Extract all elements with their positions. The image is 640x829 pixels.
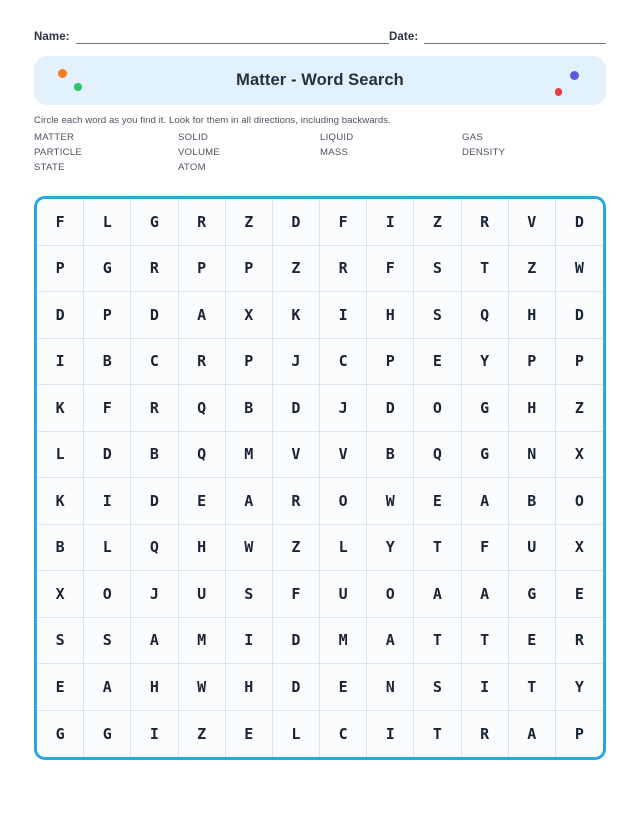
date-label: Date: — [389, 31, 419, 43]
grid-cell-r9-c9[interactable]: A — [414, 571, 461, 618]
grid-cell-r3-c11[interactable]: H — [509, 292, 556, 339]
grid-cell-r4-c6[interactable]: J — [273, 339, 320, 386]
grid-cell-r4-c12[interactable]: P — [556, 339, 603, 386]
grid-cell-r7-c6[interactable]: R — [273, 478, 320, 525]
grid-cell-r7-c5[interactable]: A — [226, 478, 273, 525]
grid-cell-r7-c1[interactable]: K — [37, 478, 84, 525]
grid-cell-r11-c6[interactable]: D — [273, 664, 320, 711]
grid-cell-r6-c9[interactable]: Q — [414, 432, 461, 479]
grid-cell-r11-c9[interactable]: S — [414, 664, 461, 711]
grid-cell-r10-c10[interactable]: T — [462, 618, 509, 665]
grid-cell-r7-c3[interactable]: D — [131, 478, 178, 525]
grid-cell-r3-c2[interactable]: P — [84, 292, 131, 339]
grid-cell-r11-c8[interactable]: N — [367, 664, 414, 711]
grid-cell-r8-c2[interactable]: L — [84, 525, 131, 572]
grid-cell-r1-c1[interactable]: F — [37, 199, 84, 246]
grid-cell-r6-c3[interactable]: B — [131, 432, 178, 479]
grid-cell-r9-c12[interactable]: E — [556, 571, 603, 618]
grid-cell-r2-c7[interactable]: R — [320, 246, 367, 293]
grid-cell-r2-c9[interactable]: S — [414, 246, 461, 293]
grid-cell-r2-c12[interactable]: W — [556, 246, 603, 293]
word-list — [34, 130, 606, 175]
grid-cell-r1-c10[interactable]: R — [462, 199, 509, 246]
grid-cell-r4-c5[interactable]: P — [226, 339, 273, 386]
date-input[interactable] — [424, 29, 606, 44]
grid-cell-r12-c2[interactable]: G — [84, 711, 131, 758]
word-list-row — [34, 130, 606, 145]
grid-cell-r5-c9[interactable]: O — [414, 385, 461, 432]
name-field-group — [34, 29, 389, 44]
grid-cell-r1-c11[interactable]: V — [509, 199, 556, 246]
grid-cell-r7-c11[interactable]: B — [509, 478, 556, 525]
grid-cell-r7-c4[interactable]: E — [179, 478, 226, 525]
grid-cell-r5-c11[interactable]: H — [509, 385, 556, 432]
grid-cell-r4-c1[interactable]: I — [37, 339, 84, 386]
grid-cell-r2-c10[interactable]: T — [462, 246, 509, 293]
grid-cell-r11-c4[interactable]: W — [179, 664, 226, 711]
grid-cell-r12-c10[interactable]: R — [462, 711, 509, 758]
grid-cell-r6-c11[interactable]: N — [509, 432, 556, 479]
grid-cell-r2-c1[interactable]: P — [37, 246, 84, 293]
grid-cell-r5-c1[interactable]: K — [37, 385, 84, 432]
grid-cell-r3-c1[interactable]: D — [37, 292, 84, 339]
student-info-row — [34, 0, 606, 44]
grid-cell-r9-c5[interactable]: S — [226, 571, 273, 618]
grid-cell-r5-c7[interactable]: J — [320, 385, 367, 432]
grid-cell-r8-c5[interactable]: W — [226, 525, 273, 572]
grid-cell-r9-c1[interactable]: X — [37, 571, 84, 618]
grid-cell-r9-c10[interactable]: A — [462, 571, 509, 618]
grid-cell-r4-c3[interactable]: C — [131, 339, 178, 386]
grid-cell-r10-c4[interactable]: M — [179, 618, 226, 665]
grid-cell-r4-c9[interactable]: E — [414, 339, 461, 386]
grid-cell-r6-c4[interactable]: Q — [179, 432, 226, 479]
grid-cell-r10-c5[interactable]: I — [226, 618, 273, 665]
grid-cell-r4-c7[interactable]: C — [320, 339, 367, 386]
grid-cell-r1-c4[interactable]: R — [179, 199, 226, 246]
word-item[interactable]: DENSITY — [462, 147, 506, 158]
grid-cell-r1-c5[interactable]: Z — [226, 199, 273, 246]
grid-cell-r2-c6[interactable]: Z — [273, 246, 320, 293]
word-search-grid[interactable] — [37, 199, 603, 757]
grid-cell-r3-c4[interactable]: A — [179, 292, 226, 339]
grid-cell-r10-c11[interactable]: E — [509, 618, 556, 665]
grid-cell-r2-c2[interactable]: G — [84, 246, 131, 293]
grid-cell-r8-c4[interactable]: H — [179, 525, 226, 572]
date-field-group — [389, 29, 606, 44]
word-search-grid-container — [34, 196, 606, 760]
grid-cell-r12-c8[interactable]: I — [367, 711, 414, 758]
orange-dot-icon — [58, 69, 67, 78]
name-label: Name: — [34, 31, 70, 43]
grid-cell-r12-c7[interactable]: C — [320, 711, 367, 758]
title-banner — [34, 56, 606, 105]
grid-cell-r9-c8[interactable]: O — [367, 571, 414, 618]
grid-cell-r6-c8[interactable]: B — [367, 432, 414, 479]
green-dot-icon — [74, 83, 82, 91]
grid-cell-r8-c8[interactable]: Y — [367, 525, 414, 572]
grid-cell-r5-c3[interactable]: R — [131, 385, 178, 432]
grid-cell-r12-c6[interactable]: L — [273, 711, 320, 758]
grid-cell-r11-c1[interactable]: E — [37, 664, 84, 711]
grid-cell-r4-c11[interactable]: P — [509, 339, 556, 386]
word-list-row — [34, 145, 606, 160]
grid-cell-r4-c4[interactable]: R — [179, 339, 226, 386]
grid-cell-r7-c8[interactable]: W — [367, 478, 414, 525]
grid-cell-r5-c12[interactable]: Z — [556, 385, 603, 432]
grid-cell-r11-c3[interactable]: H — [131, 664, 178, 711]
grid-cell-r10-c8[interactable]: A — [367, 618, 414, 665]
grid-cell-r5-c8[interactable]: D — [367, 385, 414, 432]
grid-cell-r2-c8[interactable]: F — [367, 246, 414, 293]
grid-cell-r12-c5[interactable]: E — [226, 711, 273, 758]
grid-cell-r1-c6[interactable]: D — [273, 199, 320, 246]
grid-cell-r12-c11[interactable]: A — [509, 711, 556, 758]
grid-cell-r1-c7[interactable]: F — [320, 199, 367, 246]
grid-cell-r10-c3[interactable]: A — [131, 618, 178, 665]
grid-cell-r3-c12[interactable]: D — [556, 292, 603, 339]
grid-cell-r11-c11[interactable]: T — [509, 664, 556, 711]
red-dot-icon — [555, 88, 563, 96]
grid-cell-r10-c7[interactable]: M — [320, 618, 367, 665]
grid-cell-r10-c1[interactable]: S — [37, 618, 84, 665]
grid-cell-r12-c1[interactable]: G — [37, 711, 84, 758]
grid-cell-r10-c2[interactable]: S — [84, 618, 131, 665]
grid-cell-r5-c5[interactable]: B — [226, 385, 273, 432]
grid-cell-r8-c3[interactable]: Q — [131, 525, 178, 572]
word-item[interactable]: SOLID — [178, 132, 209, 143]
grid-cell-r4-c8[interactable]: P — [367, 339, 414, 386]
grid-cell-r11-c5[interactable]: H — [226, 664, 273, 711]
grid-cell-r6-c2[interactable]: D — [84, 432, 131, 479]
grid-cell-r7-c12[interactable]: O — [556, 478, 603, 525]
grid-cell-r8-c6[interactable]: Z — [273, 525, 320, 572]
grid-cell-r8-c1[interactable]: B — [37, 525, 84, 572]
grid-cell-r8-c9[interactable]: T — [414, 525, 461, 572]
grid-cell-r10-c6[interactable]: D — [273, 618, 320, 665]
grid-cell-r9-c3[interactable]: J — [131, 571, 178, 618]
grid-cell-r2-c4[interactable]: P — [179, 246, 226, 293]
grid-cell-r11-c10[interactable]: I — [462, 664, 509, 711]
grid-cell-r8-c10[interactable]: F — [462, 525, 509, 572]
grid-cell-r5-c4[interactable]: Q — [179, 385, 226, 432]
grid-cell-r3-c7[interactable]: I — [320, 292, 367, 339]
grid-cell-r12-c9[interactable]: T — [414, 711, 461, 758]
grid-cell-r10-c12[interactable]: R — [556, 618, 603, 665]
grid-cell-r3-c6[interactable]: K — [273, 292, 320, 339]
grid-cell-r7-c2[interactable]: I — [84, 478, 131, 525]
page-title: Matter - Word Search — [236, 71, 404, 89]
word-item[interactable]: PARTICLE — [34, 147, 83, 158]
grid-cell-r11-c12[interactable]: Y — [556, 664, 603, 711]
grid-cell-r5-c6[interactable]: D — [273, 385, 320, 432]
name-input[interactable] — [76, 29, 389, 44]
grid-cell-r9-c4[interactable]: U — [179, 571, 226, 618]
grid-cell-r4-c2[interactable]: B — [84, 339, 131, 386]
grid-cell-r9-c11[interactable]: G — [509, 571, 556, 618]
grid-cell-r1-c8[interactable]: I — [367, 199, 414, 246]
grid-cell-r2-c5[interactable]: P — [226, 246, 273, 293]
grid-cell-r6-c5[interactable]: M — [226, 432, 273, 479]
word-list-row — [34, 160, 606, 175]
grid-cell-r9-c6[interactable]: F — [273, 571, 320, 618]
grid-cell-r6-c6[interactable]: V — [273, 432, 320, 479]
grid-cell-r7-c10[interactable]: A — [462, 478, 509, 525]
grid-cell-r12-c3[interactable]: I — [131, 711, 178, 758]
grid-cell-r3-c3[interactable]: D — [131, 292, 178, 339]
word-item[interactable]: MASS — [320, 147, 349, 158]
grid-cell-r6-c1[interactable]: L — [37, 432, 84, 479]
grid-cell-r6-c12[interactable]: X — [556, 432, 603, 479]
grid-cell-r8-c11[interactable]: U — [509, 525, 556, 572]
word-item[interactable]: GAS — [462, 132, 484, 143]
grid-cell-r2-c11[interactable]: Z — [509, 246, 556, 293]
grid-cell-r3-c9[interactable]: S — [414, 292, 461, 339]
grid-cell-r2-c3[interactable]: R — [131, 246, 178, 293]
grid-cell-r3-c8[interactable]: H — [367, 292, 414, 339]
grid-cell-r11-c7[interactable]: E — [320, 664, 367, 711]
purple-dot-icon — [570, 71, 579, 80]
grid-cell-r1-c9[interactable]: Z — [414, 199, 461, 246]
grid-cell-r3-c5[interactable]: X — [226, 292, 273, 339]
grid-cell-r10-c9[interactable]: T — [414, 618, 461, 665]
grid-cell-r7-c7[interactable]: O — [320, 478, 367, 525]
grid-cell-r8-c7[interactable]: L — [320, 525, 367, 572]
grid-cell-r1-c2[interactable]: L — [84, 199, 131, 246]
word-item[interactable]: ATOM — [178, 162, 206, 173]
grid-cell-r7-c9[interactable]: E — [414, 478, 461, 525]
grid-cell-r12-c4[interactable]: Z — [179, 711, 226, 758]
grid-cell-r5-c2[interactable]: F — [84, 385, 131, 432]
word-item[interactable]: STATE — [34, 162, 65, 173]
grid-cell-r11-c2[interactable]: A — [84, 664, 131, 711]
grid-cell-r12-c12[interactable]: P — [556, 711, 603, 758]
word-item[interactable]: VOLUME — [178, 147, 221, 158]
word-item[interactable]: LIQUID — [320, 132, 354, 143]
grid-cell-r9-c2[interactable]: O — [84, 571, 131, 618]
grid-cell-r8-c12[interactable]: X — [556, 525, 603, 572]
grid-cell-r9-c7[interactable]: U — [320, 571, 367, 618]
grid-cell-r3-c10[interactable]: Q — [462, 292, 509, 339]
instructions-text: Circle each word as you find it. Look for them in all directions, including backwards. — [34, 115, 391, 126]
grid-cell-r6-c10[interactable]: G — [462, 432, 509, 479]
grid-cell-r5-c10[interactable]: G — [462, 385, 509, 432]
grid-cell-r1-c12[interactable]: D — [556, 199, 603, 246]
grid-cell-r1-c3[interactable]: G — [131, 199, 178, 246]
grid-cell-r4-c10[interactable]: Y — [462, 339, 509, 386]
word-item[interactable]: MATTER — [34, 132, 75, 143]
grid-cell-r6-c7[interactable]: V — [320, 432, 367, 479]
